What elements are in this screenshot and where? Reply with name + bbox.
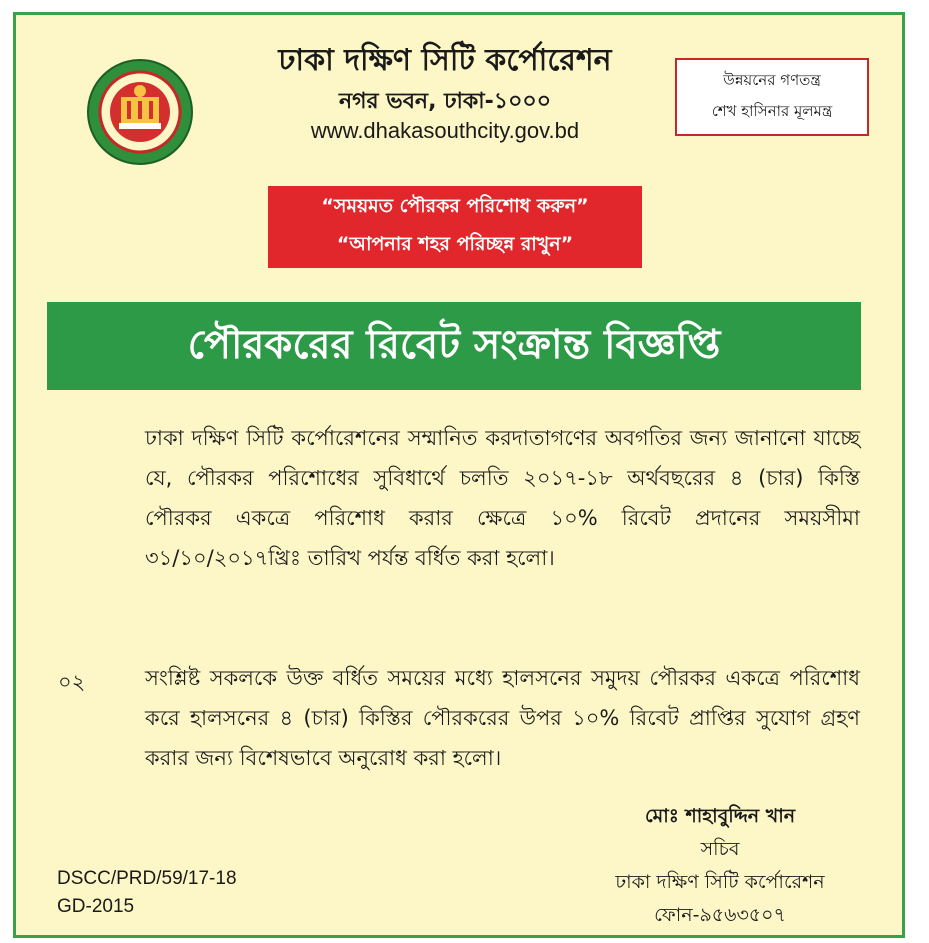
gd-code: GD-2015 — [57, 896, 135, 917]
signature-block — [560, 800, 880, 932]
headline-text: পৌরকরের রিবেট সংক্রান্ত বিজ্ঞপ্তি — [187, 321, 721, 368]
signatory-org: ঢাকা দক্ষিণ সিটি কর্পোরেশন — [615, 871, 825, 893]
motto-line-1: উন্নয়নের গণতন্ত্র — [723, 71, 821, 89]
reference-code: DSCC/PRD/59/17-18 — [57, 868, 237, 889]
slogan-line-1: “সময়মত পৌরকর পরিশোধ করুন” — [321, 195, 589, 217]
signatory-phone: ফোন-৯৫৬৩৫০৭ — [654, 904, 786, 926]
signatory-name: মোঃ শাহাবুদ্দিন খান — [644, 805, 796, 827]
org-website: www.dhakasouthcity.gov.bd — [310, 118, 580, 143]
paragraph-number: ০২ — [58, 670, 86, 694]
motto-line-2: শেখ হাসিনার মূলমন্ত্র — [711, 102, 833, 120]
slogan-line-2: “আপনার শহর পরিচ্ছন্ন রাখুন” — [336, 233, 574, 255]
org-address: নগর ভবন, ঢাকা-১০০০ — [338, 89, 551, 114]
dscc-seal-logo — [75, 57, 205, 167]
org-name: ঢাকা দক্ষিণ সিটি কর্পোরেশন — [278, 43, 612, 78]
motto-box — [675, 58, 869, 136]
signatory-title: সচিব — [700, 838, 740, 860]
body-paragraph-2: সংশ্লিষ্ট সকলকে উক্ত বর্ধিত সময়ের মধ্যে হালসনের সমুদয় পৌরকর একত্রে পরিশোধ করে হালসনের ৪ (চার) কিস্তির পৌরকরের উপর ১০% রিবেট প্রাপ্তির সুযোগ গ্রহণ করার জন্য বিশেষভাবে অনুরোধ করা হলো। — [145, 666, 860, 770]
headline-banner — [47, 302, 861, 390]
slogan-box — [268, 186, 642, 268]
body-paragraph-1: ঢাকা দক্ষিণ সিটি কর্পোরেশনের সম্মানিত করদাতাগণের অবগতির জন্য জানানো যাচ্ছে যে, পৌরকর পরিশোধের সুবিধার্থে চলতি ২০১৭-১৮ অর্থবছরের ৪ (চার) কিস্তি পৌরকর একত্রে পরিশোধ করার ক্ষেত্রে ১০% রিবেট প্রদানের সময়সীমা ৩১/১০/২০১৭খ্রিঃ তারিখ পর্যন্ত বর্ধিত করা হলো। — [145, 426, 860, 570]
